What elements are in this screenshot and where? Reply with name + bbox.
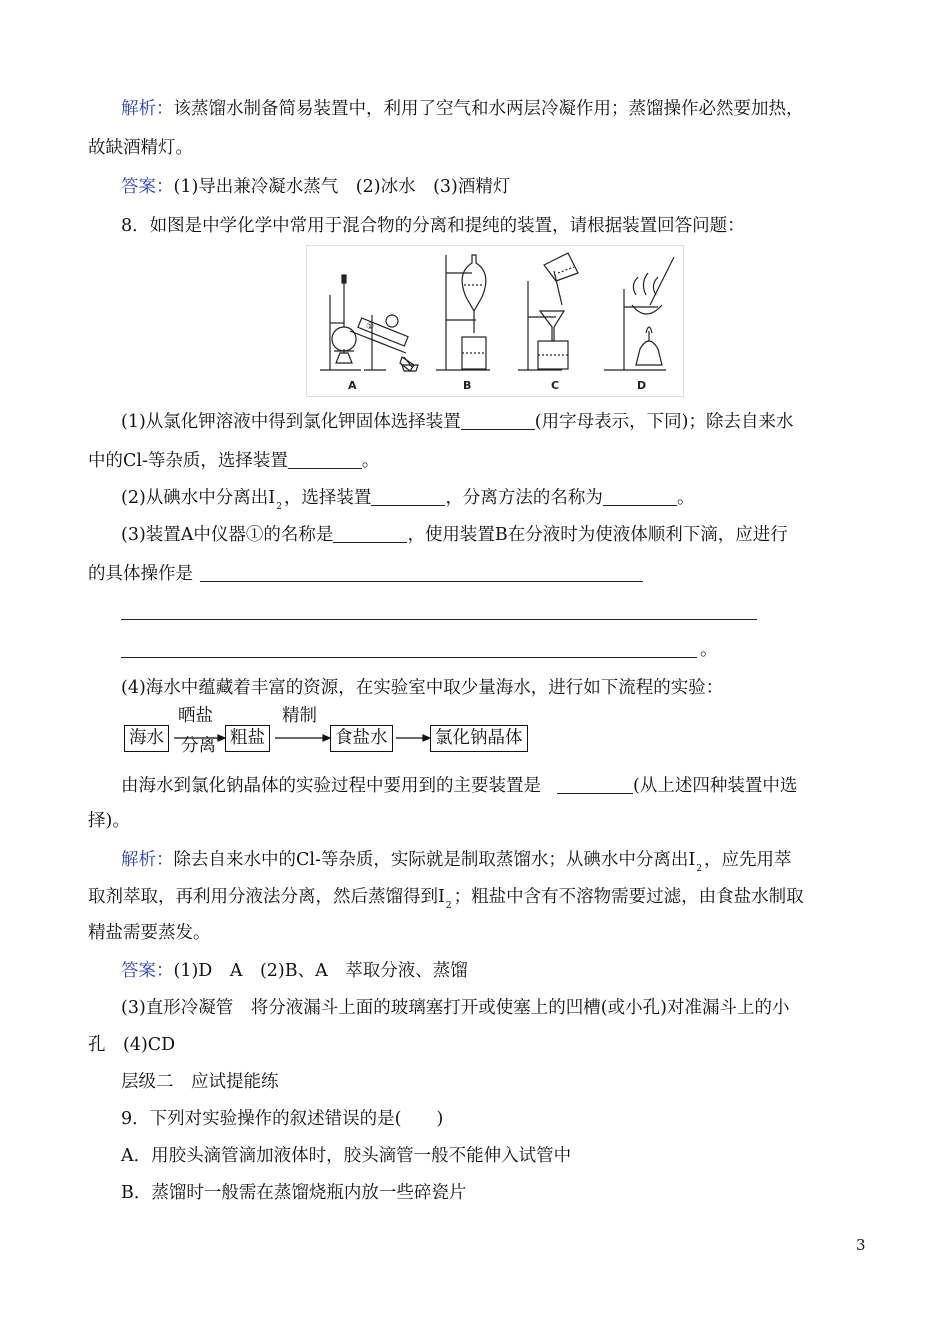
q9-option-a: A．用胶头滴管滴加液体时，胶头滴管一般不能伸入试管中 [121, 1146, 572, 1166]
flow-box-nacl-crystal: 氯化钠晶体 [430, 725, 528, 752]
arrow-label-bottom: 分离 [181, 736, 216, 756]
q8-stem: 8．如图是中学化学中常用于混合物的分离和提纯的装置，请根据装置回答问题： [121, 216, 745, 236]
answer-blank [461, 411, 535, 430]
flow-box-crude-salt: 粗盐 [225, 725, 270, 752]
q8-part3-line1: (3)装置A中仪器①的名称是 ，使用装置B在分液时为使液体顺利下滴，应进行 [121, 525, 788, 545]
answer-blank [288, 450, 362, 469]
label-d: D [637, 379, 647, 392]
q9-stem: 9．下列对实验操作的叙述错误的是( ) [121, 1109, 444, 1129]
q8-answer-line2: (3)直形冷凝管 将分液漏斗上面的玻璃塞打开或使塞上的凹槽(或小孔)对准漏斗上的小 [121, 998, 790, 1018]
q8-answer-line1: 答案：(1)D A (2)B、A 萃取分液、蒸馏 [121, 961, 468, 981]
q8-part4: (4)海水中蕴藏着丰富的资源，在实验室中取少量海水，进行如下流程的实验： [121, 678, 724, 698]
label-c: C [551, 379, 560, 392]
answer-line [200, 581, 643, 582]
q8-analysis-line1: 解析：除去自来水中的Cl-等杂质，实际就是制取蒸馏水；从碘水中分离出$I_2$ ，应先用萃 [121, 850, 792, 874]
q8-part4-question: 由海水到氯化钠晶体的实验过程中要用到的主要装置是 (从上述四种装置中选 [121, 776, 798, 796]
answer-line [121, 657, 697, 658]
section-heading: 层级二 应试提能练 [121, 1072, 279, 1092]
q8-part1-line1: (1)从氯化钾溶液中得到氯化钾固体选择装置 (用字母表示，下同)；除去自来水 [121, 412, 794, 432]
q7-analysis-line2: 故缺酒精灯。 [88, 138, 193, 158]
flow-box-seawater: 海水 [124, 725, 169, 752]
apparatus-figure [306, 245, 684, 397]
arrow-label-top: 精制 [282, 706, 317, 726]
q8-part2: (2)从碘水中分离出$I_2$ ，选择装置 ，分离方法的名称为 。 [121, 488, 695, 512]
answer-label: 答案： [121, 961, 174, 981]
page-number: 3 [856, 1236, 866, 1254]
q9-option-b: B．蒸馏时一般需在蒸馏烧瓶内放一些碎瓷片 [121, 1183, 467, 1203]
flow-arrows [124, 706, 544, 756]
answer-blank [603, 487, 677, 506]
label-a: A [348, 379, 357, 392]
q7-answer: 答案：(1)导出兼冷凝水蒸气 (2)冰水 (3)酒精灯 [121, 177, 511, 197]
q8-part3-line2: 的具体操作是 [88, 564, 193, 584]
flow-diagram [124, 706, 544, 756]
q8-answer-line3: 孔 (4)CD [88, 1035, 176, 1055]
q8-analysis-line3: 精盐需要蒸发。 [88, 923, 211, 943]
answer-blank [371, 487, 445, 506]
answer-blank [557, 775, 633, 794]
answer-line [121, 619, 757, 620]
analysis-label: 解析： [121, 850, 174, 870]
q8-part3-end: 。 [700, 640, 718, 660]
flow-box-brine: 食盐水 [330, 725, 393, 752]
q7-analysis-line1: 解析：该蒸馏水制备简易装置中，利用了空气和水两层冷凝作用；蒸馏操作必然要加热， [121, 99, 804, 119]
answer-blank [333, 524, 407, 543]
answer-label: 答案： [121, 177, 174, 197]
label-b: B [463, 379, 472, 392]
arrow-label-top: 晒盐 [178, 706, 213, 726]
q8-analysis-line2: 取剂萃取，再利用分液法分离，然后蒸馏得到$I_2$ ；粗盐中含有不溶物需要过滤，由食盐水制取 [88, 887, 804, 911]
q8-part4-question-2: 择)。 [88, 811, 130, 831]
analysis-label: 解析： [121, 99, 174, 119]
circle-marker-1: ① [366, 322, 375, 332]
q8-part1-line2: 中的Cl-等杂质，选择装置 。 [88, 451, 380, 471]
